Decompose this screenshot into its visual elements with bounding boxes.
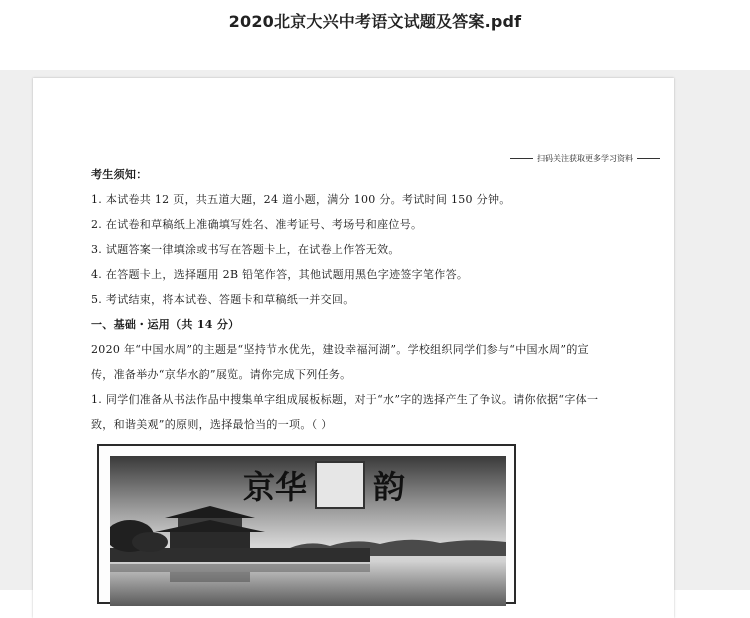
instruction-item: 4. 在答题卡上，选择题用 2B 铅笔作答，其他试题用黑色字迹签字笔作答。 xyxy=(91,268,469,281)
section-heading: 一、基础・运用（共 14 分） xyxy=(91,318,240,331)
document-title: 2020北京大兴中考语文试题及答案.pdf xyxy=(228,12,522,31)
board-title-left: 京华 xyxy=(243,468,308,506)
instructions-heading: 考生须知： xyxy=(91,168,148,181)
paragraph-line: 2020 年“中国水周”的主题是“坚持节水优先，建设幸福河湖”。学校组织同学们参与“中国水周”的宣 xyxy=(91,343,589,356)
scan-note xyxy=(510,151,660,165)
instruction-item: 1. 本试卷共 12 页，共五道大题，24 道小题，满分 100 分。考试时间 150 分钟。 xyxy=(91,193,511,206)
scan-note-text: 扫码关注获取更多学习资料 xyxy=(537,153,633,163)
blank-character-box xyxy=(315,461,365,509)
divider xyxy=(510,158,533,159)
question-line: 致，和谐美观”的原则，选择最恰当的一项。（ ） xyxy=(91,418,333,431)
paragraph-line: 传，准备举办“京华水韵”展览。请你完成下列任务。 xyxy=(91,368,352,381)
instruction-item: 3. 试题答案一律填涂或书写在答题卡上，在试卷上作答无效。 xyxy=(91,243,400,256)
question-line: 1. 同学们准备从书法作品中搜集单字组成展板标题，对于“水”字的选择产生了争议。请你依据“字体一 xyxy=(91,393,599,406)
instruction-item: 2. 在试卷和草稿纸上准确填写姓名、准考证号、考场号和座位号。 xyxy=(91,218,423,231)
divider xyxy=(637,158,660,159)
board-title xyxy=(243,465,405,505)
board-title-right: 韵 xyxy=(373,468,406,506)
viewer-header xyxy=(0,0,750,70)
instruction-item: 5. 考试结束，将本试卷、答题卡和草稿纸一并交回。 xyxy=(91,293,355,306)
